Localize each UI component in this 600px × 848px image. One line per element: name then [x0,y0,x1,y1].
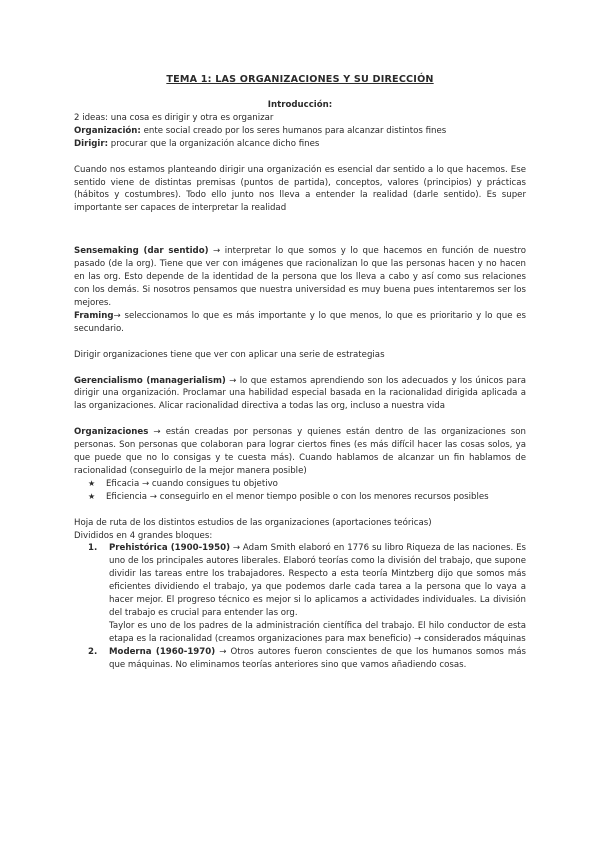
paragraph-gerencialismo [74,375,526,414]
paragraph-bloques: Divididos en 4 grandes bloques: [74,530,213,541]
text-prehistorica: → Adam Smith elaboró en 1776 su libro Riqueza de las naciones. Es uno de los principales autores liberales. Elaboró teorías como la división del trabajo, que supone dividir las tareas entre los trabajadores. Respecto a esta teoría Mintzberg dijo que somos más eficientes dividiendo el trabajo, ya que podemos darle cada tarea a la persona que lo vaya a hacer mejor. El progreso técnico es mejor si lo aplicamos a actividades individuales. La división del trabajo es crucial para entender las org. [109,543,526,618]
paragraph-sentido: Cuando nos estamos planteando dirigir una organización es esencial dar sentido a lo que hacemos. Ese sentido viene de distintas premisas (puntos de partida), conceptos, valores (principios) y prácticas (hábitos y costumbres). Todo ello junto nos lleva a entender la realidad (darle sentido). Es super importante ser capaces de interpretar la realidad [74,164,526,214]
def-dirigir: procurar que la organización alcance dicho fines [108,138,320,149]
term-prehistorica: Prehistórica (1900-1950) [109,543,231,554]
list-item: ★ Eficiencia → conseguirlo en el menor tiempo posible o con los menores recursos posibles [88,491,489,502]
text-organizaciones: → están creadas por personas y quienes están dentro de las organizaciones son personas. Son personas que colaboran para lograr ciertos fines (es más difícil hacer las cosas solos, ya que puede que no lo consigas y te cuesta más). Cuando hablamos de alcanzar un fin hablamos de racionalidad (conseguirlo de la mejor manera posible) [74,427,526,476]
definition-organizacion [74,125,526,138]
document-body [74,99,526,672]
term-sensemaking: Sensemaking (dar sentido) [74,246,209,257]
term-organizacion: Organización: [74,125,141,136]
text-framing: → seleccionamos lo que es más importante y lo que menos, lo que es prioritario y lo que es secundario. [74,310,526,334]
term-dirigir: Dirigir: [74,138,109,149]
numbered-list [74,542,526,671]
term-gerencialismo: Gerencialismo (managerialism) [74,375,226,386]
term-organizaciones: Organizaciones [74,427,149,438]
page-title: TEMA 1: LAS ORGANIZACIONES Y SU DIRECCIÓN [166,74,434,85]
text-gerencialismo: → lo que estamos aprendiendo son los adecuados y los únicos para dirigir una organización. Proclamar una habilidad especial basada en la racionalidad dirigida aplicada a las organizaciones. Alicar racionalidad directiva a todas las org, incluso a nuestra vida [74,375,526,412]
paragraph-dirigir: Dirigir organizaciones tiene que ver con aplicar una serie de estrategias [74,349,385,360]
text-sensemaking: → interpretar lo que somos y lo que hacemos en función de nuestro pasado (de la org). Tiene que ver con imágenes que racionalizan lo que las personas hacen y no hacen en las org. Esto depende de la identidad de la persona que los lleva a cabo y así como sus relaciones con los demás. Si nosotros pensamos que nuestra universidad es muy buena pues intentaremos ser los mejores. [74,246,526,308]
text-taylor: Taylor es uno de los padres de la administración científica del trabajo. El hilo conductor de esta etapa es la racionalidad (creamos organizaciones para max beneficio) → considerados máquinas [109,620,526,644]
intro-line: 2 ideas: una cosa es dirigir y otra es organizar [74,112,274,123]
list-number: 2. [88,646,98,657]
list-item [74,646,526,672]
star-icon: ★ [88,478,96,488]
list-item: ★ Eficacia → cuando consigues tu objetivo [88,478,278,489]
intro-heading: Introducción: [267,100,333,110]
paragraph-organizaciones [74,426,526,478]
paragraph-hoja-ruta: Hoja de ruta de los distintos estudios de las organizaciones (aportaciones teóricas) [74,517,432,528]
bullet-list [74,478,526,504]
paragraph-framing [74,310,526,336]
term-framing: Framing [74,310,114,321]
definition-dirigir [74,138,526,151]
list-item [74,542,526,645]
paragraph-sensemaking [74,245,526,310]
text-moderna: → Otros autores fueron conscientes de que los humanos somos más que máquinas. No eliminamos teorías anteriores sino que vamos añadiendo cosas. [109,646,526,670]
star-icon: ★ [88,491,96,501]
term-moderna: Moderna (1960-1970) [109,646,216,657]
list-number: 1. [88,543,98,554]
def-organizacion: ente social creado por los seres humanos para alcanzar distintos fines [140,125,447,136]
